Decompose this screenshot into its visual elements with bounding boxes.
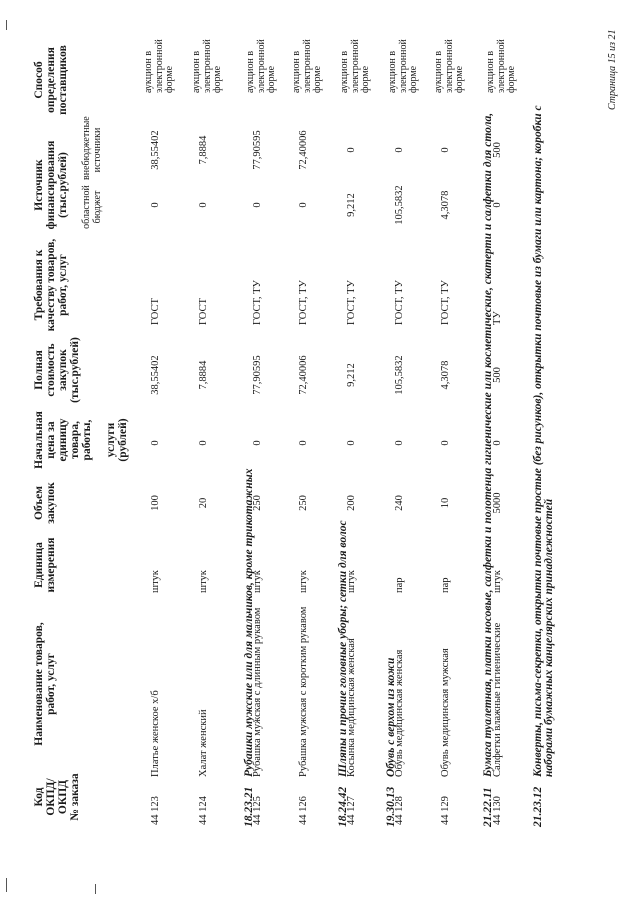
header-requirements: Требования к качеству товаров, работ, услуг (33, 238, 69, 332)
row-unit: штук (492, 570, 503, 593)
row-total: 7,8884 (198, 360, 209, 390)
row-total: 72,40006 (298, 355, 309, 395)
row-price: 0 (298, 440, 309, 446)
row-name: Рубашка мужская с коротким рукавом (298, 606, 309, 777)
row-requirements: ГОСТ, ТУ (252, 280, 263, 325)
row-code: 44 128 (394, 796, 405, 825)
row-funding-regional: 0 (150, 202, 161, 208)
row-funding-offbudget: 7,8884 (198, 135, 209, 165)
page-number: Страница 15 из 21 (607, 29, 618, 110)
row-total: 4,3078 (440, 360, 451, 390)
row-method: аукцион в электронной форме (433, 39, 465, 93)
row-code: 44 125 (252, 796, 263, 825)
header-unit: Единица измерения (33, 537, 57, 593)
row-volume: 200 (346, 495, 357, 511)
row-volume: 240 (394, 495, 405, 511)
row-requirements: ГОСТ, ТУ (346, 280, 357, 325)
group-code: 21.23.12 (532, 786, 544, 827)
row-name: Обувь медицинская мужская (440, 648, 451, 777)
row-name: Обувь медицинская женская (394, 649, 405, 777)
row-unit: пар (394, 577, 405, 593)
row-price: 0 (440, 440, 451, 446)
row-volume: 250 (298, 495, 309, 511)
row-requirements: ГОСТ (198, 298, 209, 325)
row-funding-offbudget: 0 (346, 147, 357, 153)
row-funding-offbudget: 0 (394, 147, 405, 153)
header-volume: Объем закупок (33, 482, 57, 524)
row-funding-regional: 0 (198, 202, 209, 208)
header-funding-offbudget: внебюджетные источники (81, 116, 103, 180)
group-title: Обувь с верхом из кожи (385, 657, 397, 777)
header-method: Способ определения поставщиков (33, 45, 69, 115)
row-funding-regional: 105,5832 (394, 185, 405, 225)
row-price: 0 (198, 440, 209, 446)
row-volume: 20 (198, 497, 209, 509)
row-price: 0 (252, 440, 263, 446)
row-funding-offbudget: 0 (440, 147, 451, 153)
row-total: 500 (492, 367, 503, 383)
row-volume: 100 (150, 495, 161, 511)
group-title: Конверты, письма-секретки, открытки почтовые простые (без рисунков), открытки почтовые из бумаги или картона; коробки с (532, 105, 544, 777)
row-name: Рубашка мужская с длинным рукавом (252, 607, 263, 777)
header-name: Наименование товаров, работ, услуг (33, 622, 57, 746)
row-unit: штук (198, 570, 209, 593)
row-funding-regional: 0 (298, 202, 309, 208)
row-funding-offbudget: 77,90595 (252, 130, 263, 170)
scan-tick (6, 878, 7, 892)
group-title: Рубашки мужские или для мальчиков, кроме трикотажных (243, 468, 255, 777)
header-price: Начальная цена за единицу товара, работы, услуги (рублей) (33, 411, 129, 469)
group-code: 18.23.21 (243, 786, 255, 827)
row-code: 44 127 (346, 796, 357, 825)
row-code: 44 124 (198, 796, 209, 825)
group-code: 18.24.42 (337, 786, 349, 827)
row-unit: штук (346, 570, 357, 593)
row-price: 0 (394, 440, 405, 446)
row-name: Халат женский (198, 709, 209, 777)
row-method: аукцион в электронной форме (485, 39, 517, 93)
row-price: 0 (492, 440, 503, 446)
group-title-cont: наборами бумажных канцелярских принадлежностей (543, 498, 555, 777)
scan-tick (95, 884, 96, 894)
header-total: Полная стоимость закупок (тыс.рублей) (33, 337, 81, 403)
group-code: 19.30.13 (385, 786, 397, 827)
row-unit: штук (298, 570, 309, 593)
row-method: аукцион в электронной форме (143, 39, 175, 93)
row-requirements: ТУ (492, 311, 503, 325)
group-code: 21.22.11 (482, 787, 494, 827)
row-volume: 250 (252, 495, 263, 511)
row-total: 9,212 (346, 363, 357, 387)
group-title: Бумага туалетная, платки носовые, салфетки и полотенца гигиенические или косметические, скатерти и салфетки для стола, (482, 112, 494, 777)
row-code: 44 129 (440, 796, 451, 825)
row-funding-regional: 0 (252, 202, 263, 208)
row-total: 105,5832 (394, 355, 405, 395)
row-price: 0 (346, 440, 357, 446)
header-funding: Источник финансирования (тыс.рублей) (33, 140, 69, 230)
row-name: Косынка медицинская женская (346, 638, 357, 777)
row-unit: пар (440, 577, 451, 593)
row-method: аукцион в электронной форме (245, 39, 277, 93)
row-method: аукцион в электронной форме (291, 39, 323, 93)
row-requirements: ГОСТ, ТУ (298, 280, 309, 325)
row-funding-regional: 9,212 (346, 193, 357, 217)
header-code: Код ОКПД/ ОКПД № заказа (33, 773, 81, 821)
row-total: 38,55402 (150, 355, 161, 395)
row-name: Салфетки влажные гигиенические (492, 622, 503, 777)
row-requirements: ГОСТ (150, 298, 161, 325)
row-volume: 5000 (492, 492, 503, 514)
row-method: аукцион в электронной форме (339, 39, 371, 93)
row-total: 77,90595 (252, 355, 263, 395)
row-requirements: ГОСТ, ТУ (440, 280, 451, 325)
row-funding-offbudget: 500 (492, 142, 503, 158)
row-unit: штук (150, 570, 161, 593)
row-requirements: ГОСТ, ТУ (394, 280, 405, 325)
row-funding-regional: 0 (492, 202, 503, 208)
row-price: 0 (150, 440, 161, 446)
row-code: 44 123 (150, 796, 161, 825)
row-code: 44 126 (298, 796, 309, 825)
group-title: Шляпы и прочие головные уборы; сетки для волос (337, 520, 349, 777)
row-unit: штук (252, 570, 263, 593)
row-funding-regional: 4,3078 (440, 190, 451, 220)
row-funding-offbudget: 38,55402 (150, 130, 161, 170)
row-method: аукцион в электронной форме (191, 39, 223, 93)
row-name: Платье женское х/б (150, 690, 161, 777)
row-code: 44 130 (492, 796, 503, 825)
header-funding-regional: областной бюджет (81, 185, 103, 229)
row-volume: 10 (440, 497, 451, 509)
row-funding-offbudget: 72,40006 (298, 130, 309, 170)
scan-tick (6, 20, 7, 30)
row-method: аукцион в электронной форме (387, 39, 419, 93)
